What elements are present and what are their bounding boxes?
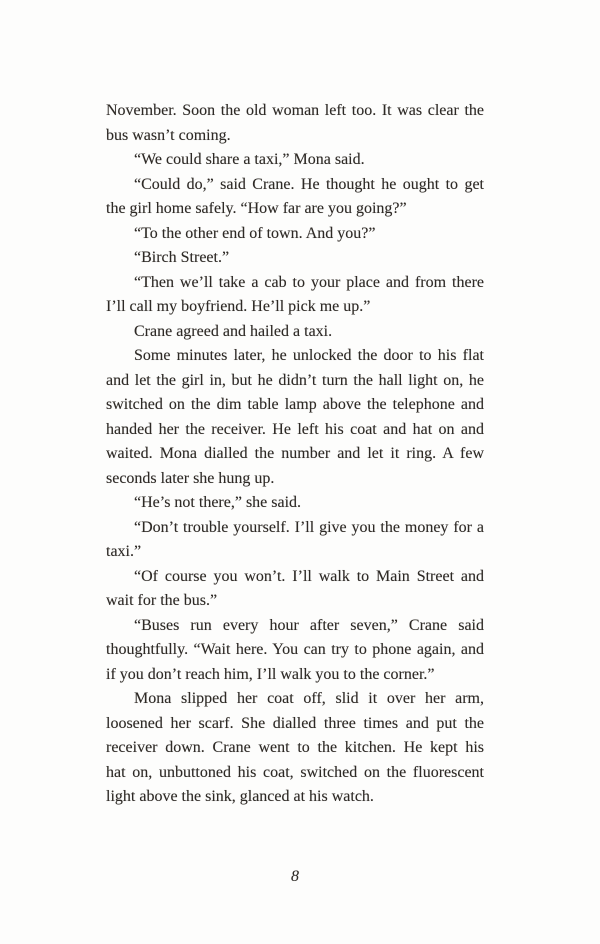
paragraph <box>106 148 484 173</box>
text-line: Some minutes later, he unlocked the door to his flat <box>134 347 484 364</box>
paragraph <box>106 173 484 222</box>
paragraph <box>106 491 484 516</box>
paragraph <box>106 516 484 565</box>
paragraph <box>106 614 484 688</box>
text-line: “Birch Street.” <box>134 249 230 266</box>
text-line: loosened her scarf. She dialled three times and put the <box>106 714 484 732</box>
text-line: “We could share a taxi,” Mona said. <box>134 151 365 168</box>
paragraph <box>106 246 484 271</box>
text-line: “He’s not there,” she said. <box>134 494 302 511</box>
text-line: waited. Mona dialled the number and let it ring. A few <box>106 445 484 462</box>
text-line: switched on the dim table lamp above the telephone and <box>106 396 484 413</box>
text-line: Crane agreed and hailed a taxi. <box>134 322 333 340</box>
text-line: thoughtfully. “Wait here. You can try to phone again, and <box>106 641 484 658</box>
text-line: and let the girl in, but he didn’t turn the hall light on, he <box>106 371 484 389</box>
paragraph <box>106 565 484 614</box>
paragraph <box>106 320 484 345</box>
page-number: 8 <box>291 868 299 885</box>
text-line: wait for the bus.” <box>106 592 218 609</box>
text-line: I’ll call my boyfriend. He’ll pick me up.” <box>106 298 371 315</box>
text-line: “Don’t trouble yourself. I’ll give you the money for a <box>134 518 484 536</box>
text-line: “Buses run every hour after seven,” Crane said <box>134 616 484 634</box>
text-line: November. Soon the old woman left too. It was clear the <box>106 102 484 119</box>
text-line: taxi.” <box>106 543 142 560</box>
text-line: handed her the receiver. He left his coat and hat on and <box>106 420 484 438</box>
paragraph <box>106 222 484 247</box>
text-line: bus wasn’t coming. <box>106 126 231 144</box>
text-line: if you don’t reach him, I’ll walk you to the corner.” <box>106 665 435 683</box>
paragraph <box>106 687 484 810</box>
text-line: “Of course you won’t. I’ll walk to Main Street and <box>134 567 484 585</box>
text-line: the girl home safely. “How far are you going?” <box>106 200 407 217</box>
text-line: “Then we’ll take a cab to your place and from there <box>134 273 484 291</box>
paragraph <box>106 344 484 491</box>
text-line: seconds later she hung up. <box>106 469 275 487</box>
text-line: Mona slipped her coat off, slid it over her arm, <box>134 690 484 707</box>
text-line: “To the other end of town. And you?” <box>134 224 376 242</box>
text-line: receiver down. Crane went to the kitchen. He kept his <box>106 739 484 756</box>
text-line: light above the sink, glanced at his watch. <box>106 788 374 805</box>
page-text-block <box>106 99 484 810</box>
paragraph <box>106 99 484 148</box>
paragraph <box>106 271 484 320</box>
text-line: hat on, unbuttoned his coat, switched on the fluorescent <box>106 763 484 781</box>
text-line: “Could do,” said Crane. He thought he ought to get <box>134 175 484 193</box>
